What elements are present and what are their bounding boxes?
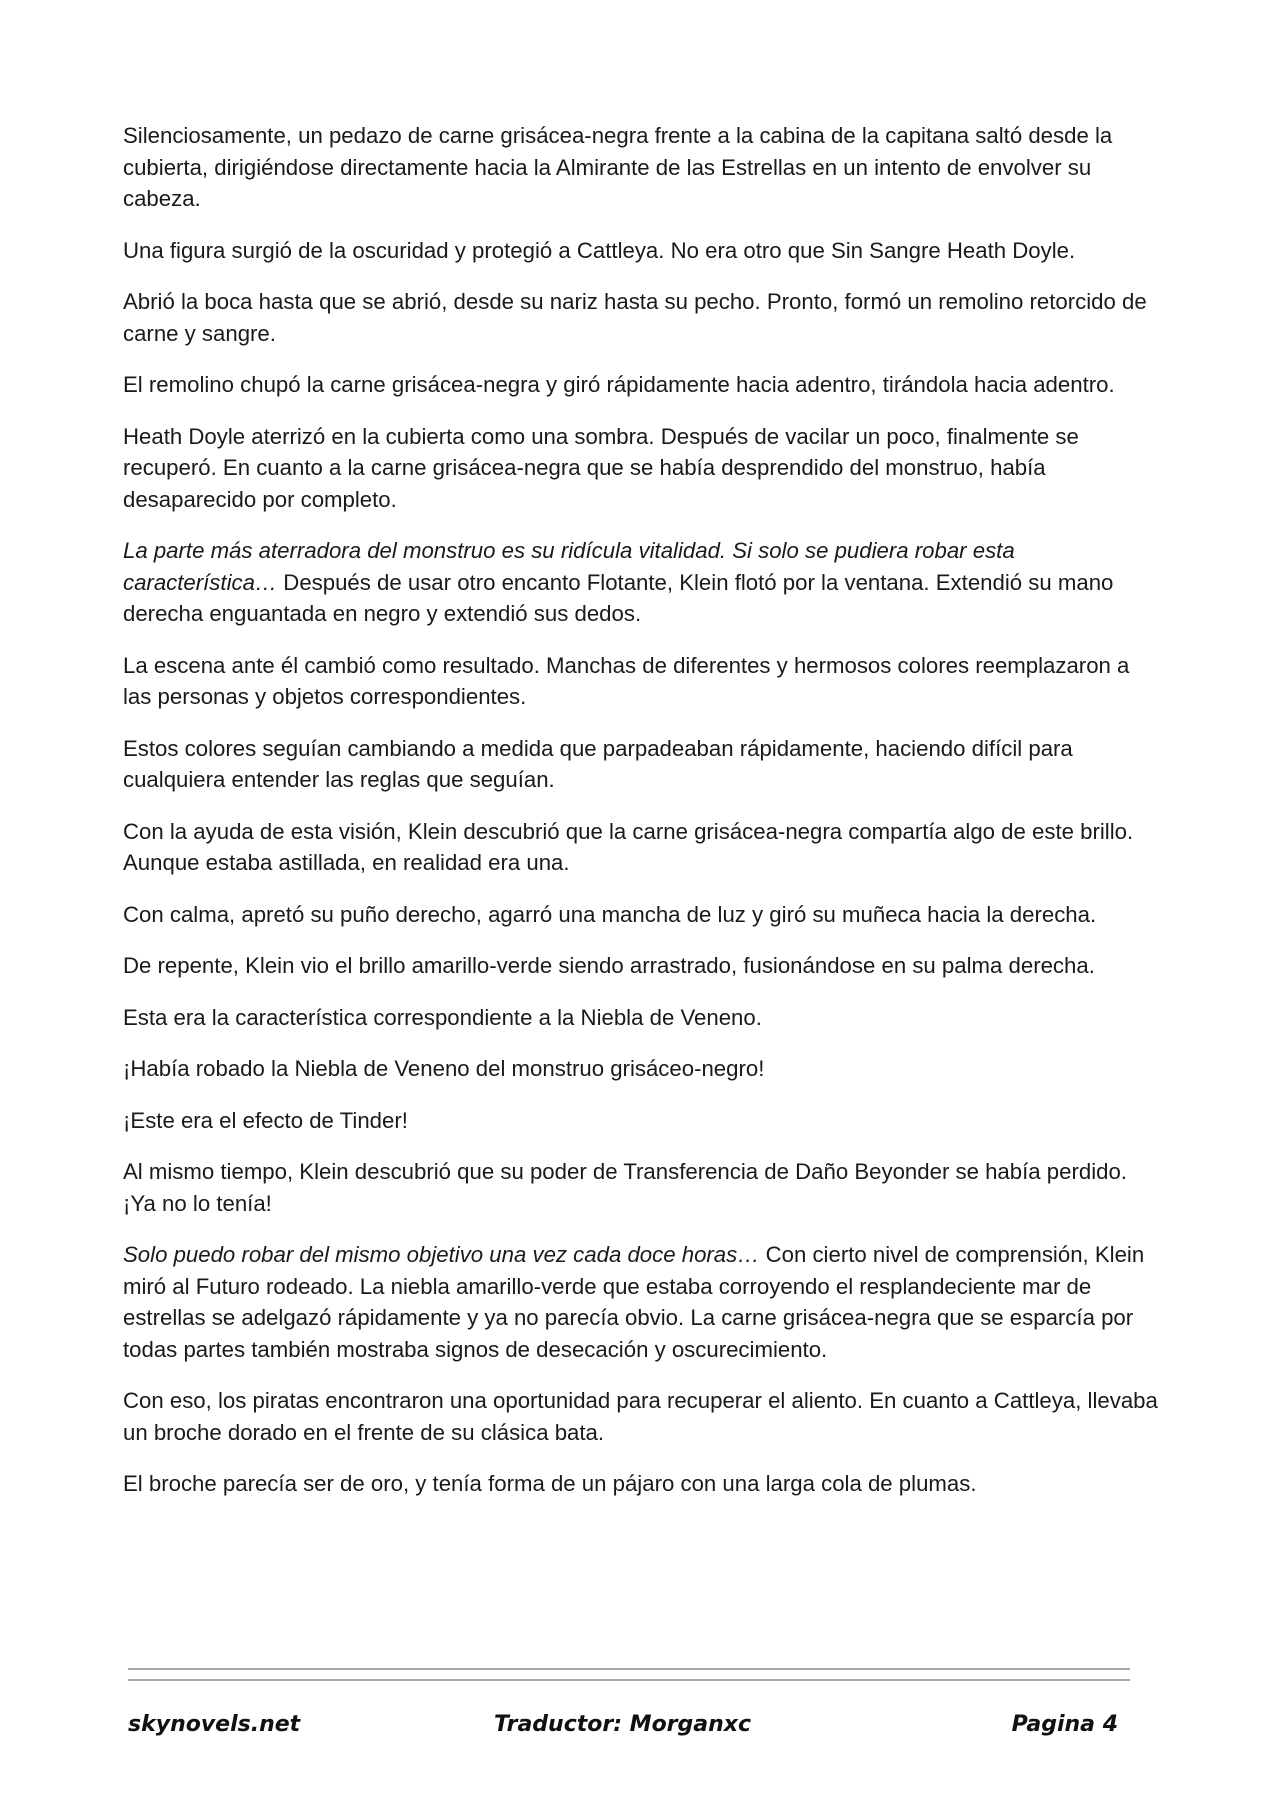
paragraph-italic: Solo puedo robar del mismo objetivo una vez cada doce horas…	[123, 1242, 760, 1267]
paragraph-1	[123, 120, 1158, 215]
paragraph-18	[123, 1468, 1158, 1500]
footer-divider-line	[128, 1668, 1130, 1670]
footer-page-number: Pagina 4	[1011, 1712, 1118, 1737]
paragraph-11	[123, 950, 1158, 982]
document-body	[123, 120, 1158, 1520]
paragraph-8	[123, 733, 1158, 796]
paragraph-text: Abrió la boca hasta que se abrió, desde su nariz hasta su pecho. Pronto, formó un remolino retorcido de carne y sangre.	[123, 289, 1147, 346]
paragraph-text: Con cierto nivel de comprensión, Klein miró al Futuro rodeado. La niebla amarillo-verde que estaba corroyendo el resplandeciente mar de estrellas se adelgazó rápidamente y ya no parecía obvio. La carne grisácea-negra que se esparcía por todas partes también mostraba signos de desecación y oscurecimiento.	[123, 1242, 1145, 1362]
paragraph-text: Una figura surgió de la oscuridad y protegió a Cattleya. No era otro que Sin Sangre Heath Doyle.	[123, 237, 1076, 263]
footer-divider	[128, 1668, 1130, 1682]
page-footer	[128, 1712, 1118, 1748]
paragraph-text: Estos colores seguían cambiando a medida que parpadeaban rápidamente, haciendo difícil para cualquiera entender las reglas que seguían.	[123, 735, 1073, 792]
paragraph-italic: La parte más aterradora del monstruo es su ridícula vitalidad. Si solo se pudiera robar esta característica…	[123, 538, 1015, 595]
paragraph-12	[123, 1002, 1158, 1034]
paragraph-text: ¡Había robado la Niebla de Veneno del monstruo grisáceo-negro!	[123, 1056, 765, 1081]
paragraph-17	[123, 1385, 1158, 1448]
paragraph-3	[123, 286, 1158, 349]
paragraph-text: Silenciosamente, un pedazo de carne grisácea-negra frente a la cabina de la capitana saltó desde la cubierta, dirigiéndose directamente hacia la Almirante de las Estrellas en un intento de envolver su cabeza.	[123, 123, 1113, 211]
paragraph-7	[123, 650, 1158, 713]
paragraph-text: ¡Este era el efecto de Tinder!	[123, 1107, 408, 1133]
paragraph-text: Después de usar otro encanto Flotante, Klein flotó por la ventana. Extendió su mano derecha enguantada en negro y extendió sus dedos.	[123, 569, 1114, 626]
paragraph-14	[123, 1105, 1158, 1137]
footer-translator: Traductor: Morganxc	[494, 1712, 752, 1737]
paragraph-text: Con la ayuda de esta visión, Klein descubrió que la carne grisácea-negra compartía algo de este brillo. Aunque estaba astillada, en realidad era una.	[123, 818, 1134, 875]
paragraph-5	[123, 421, 1158, 516]
paragraph-text: Con calma, apretó su puño derecho, agarró una mancha de luz y giró su muñeca hacia la derecha.	[123, 901, 1097, 927]
paragraph-6	[123, 535, 1158, 630]
paragraph-10	[123, 899, 1158, 931]
paragraph-text: Con eso, los piratas encontraron una oportunidad para recuperar el aliento. En cuanto a Cattleya, llevaba un broche dorado en el frente de su clásica bata.	[123, 1388, 1158, 1445]
paragraph-text: De repente, Klein vio el brillo amarillo-verde siendo arrastrado, fusionándose en su palma derecha.	[123, 953, 1095, 978]
paragraph-text: Al mismo tiempo, Klein descubrió que su poder de Transferencia de Daño Beyonder se había perdido. ¡Ya no lo tenía!	[123, 1159, 1127, 1216]
footer-divider-line	[128, 1679, 1130, 1681]
paragraph-9	[123, 816, 1158, 879]
paragraph-4	[123, 369, 1158, 401]
paragraph-13	[123, 1053, 1158, 1085]
footer-site: skynovels.net	[128, 1712, 301, 1737]
paragraph-text: La escena ante él cambió como resultado. Manchas de diferentes y hermosos colores reemplazaron a las personas y objetos correspondientes.	[123, 652, 1130, 709]
paragraph-2	[123, 235, 1158, 267]
paragraph-text: El broche parecía ser de oro, y tenía forma de un pájaro con una larga cola de plumas.	[123, 1471, 977, 1496]
paragraph-text: El remolino chupó la carne grisácea-negra y giró rápidamente hacia adentro, tirándola hacia adentro.	[123, 372, 1115, 397]
paragraph-text: Heath Doyle aterrizó en la cubierta como una sombra. Después de vacilar un poco, finalmente se recuperó. En cuanto a la carne grisácea-negra que se había desprendido del monstruo, había desaparecido por completo.	[123, 423, 1079, 512]
paragraph-text: Esta era la característica correspondiente a la Niebla de Veneno.	[123, 1004, 762, 1030]
paragraph-16	[123, 1239, 1158, 1365]
paragraph-15	[123, 1156, 1158, 1219]
